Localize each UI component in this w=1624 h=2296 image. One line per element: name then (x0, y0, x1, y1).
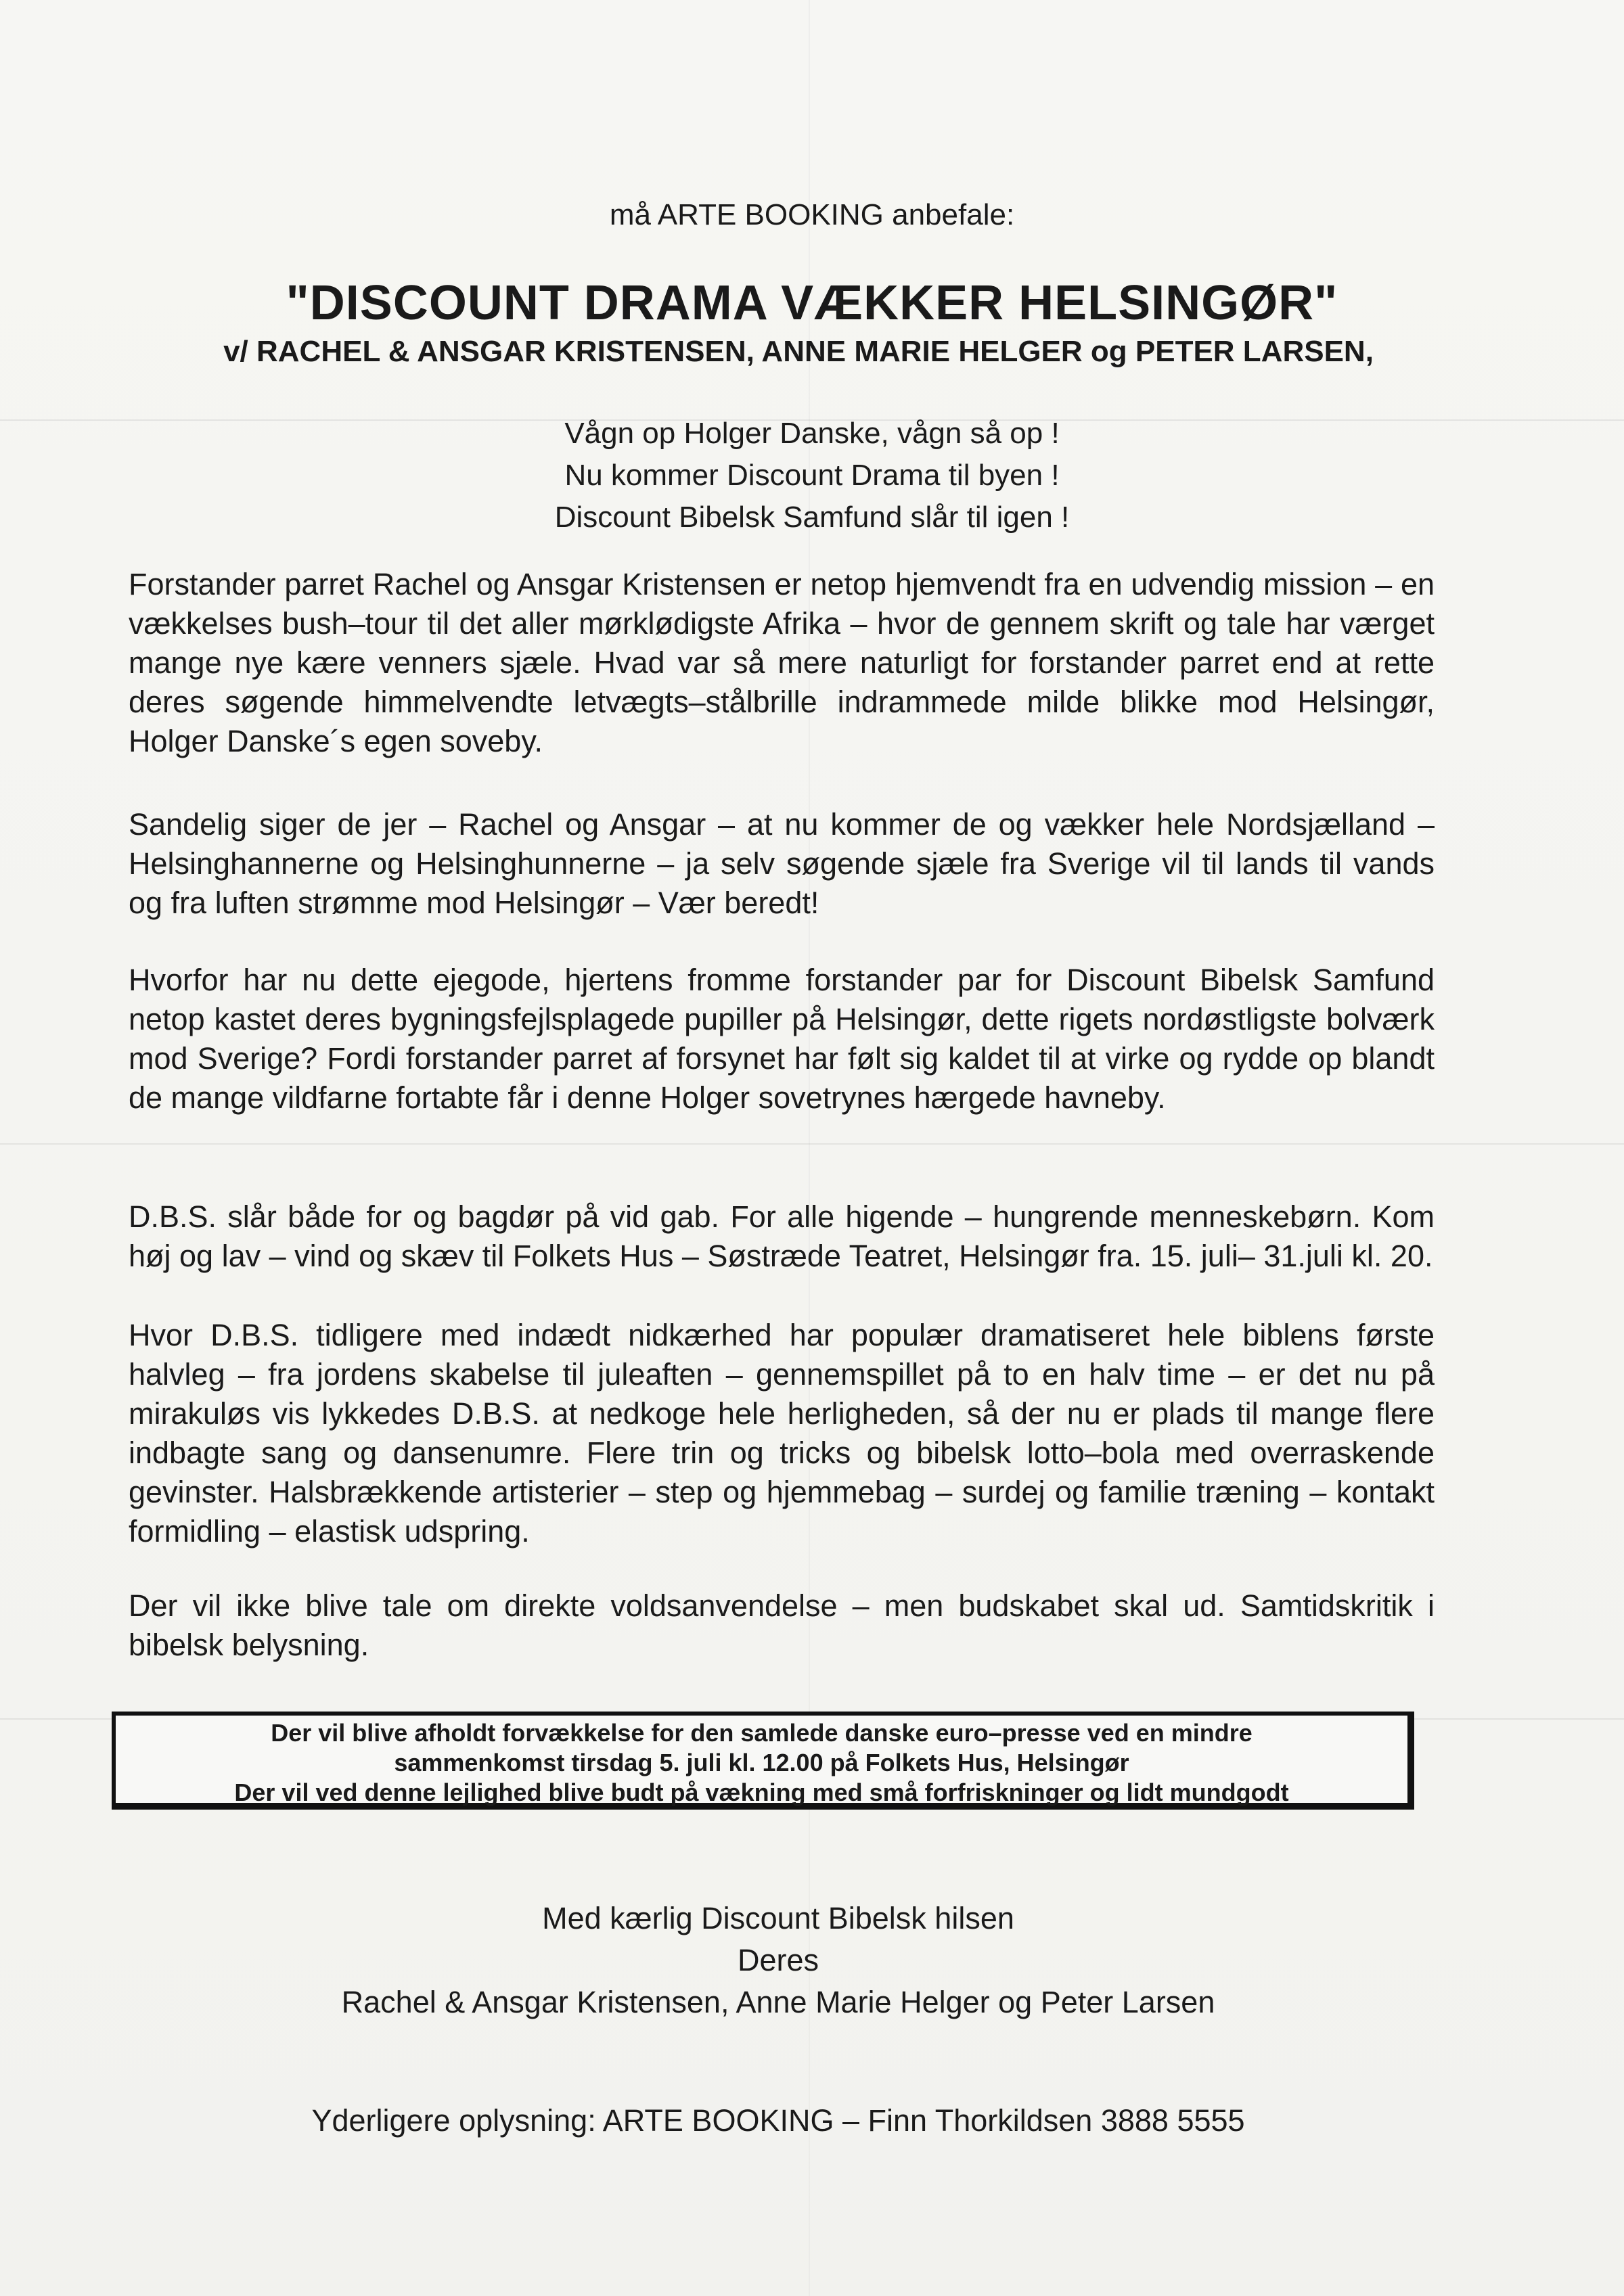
closing-line: Deres (737, 1943, 819, 1977)
intro-line: må ARTE BOOKING anbefale: (609, 198, 1015, 231)
paragraph-program: Hvor D.B.S. tidligere med indædt nidkærhed har populær dramatiseret hele biblens første halvleg – fra jordens skabelse til juleaften – gennemspillet på to en halv time – er det nu på mirakuløs vis lykkedes D.B.S. at nedkoge hele herligheden, så der nu er plads til mange flere indbagte sang og dansenumre. Flere trin og tricks og bibelsk lotto–bola med overraskende gevinster. Halsbrækkende artisterier – step og hjemmebag – surdej og familie træning – kontakt formidling – elastisk udspring. (129, 1318, 1435, 1548)
paragraph-mission: Forstander parret Rachel og Ansgar Kristensen er netop hjemvendt fra en udvendig mission – en vækkelses bush–tour til det aller mørklødigste Afrika – hvor de gennem skrift og tale har værget mange nye kære venners sjæle. Hvad var så mere naturligt for forstander parret end at rette deres søgende himmelvendte letvægts–stålbrille indrammede milde blikke mod Helsingør, Holger Danske´s egen soveby. (129, 567, 1435, 758)
closing-line: Med kærlig Discount Bibelsk hilsen (542, 1901, 1014, 1935)
press-notice-box (112, 1712, 1414, 1810)
headline: "DISCOUNT DRAMA VÆKKER HELSINGØR" (286, 276, 1338, 330)
verse-line: Vågn op Holger Danske, vågn så op ! (564, 417, 1060, 450)
verse-line: Discount Bibelsk Samfund slår til igen ! (554, 501, 1070, 534)
closing-signature (0, 1898, 1556, 2023)
notice-line: sammenkomst tirsdag 5. juli kl. 12.00 på Folkets Hus, Helsingør (394, 1749, 1129, 1776)
paper-fold-line (0, 1143, 1624, 1145)
paragraph-awakening: Sandelig siger de jer – Rachel og Ansgar – at nu kommer de og vækker hele Nordsjælland – Helsinghannerne og Helsinghunnerne – ja selv søgende sjæle fra Sverige vil til lands til vands og fra luften strømme mod Helsingør – Vær beredt! (129, 807, 1435, 920)
byline: v/ RACHEL & ANSGAR KRISTENSEN, ANNE MARIE HELGER og PETER LARSEN, (223, 335, 1374, 368)
notice-line: Der vil ved denne lejlighed blive budt på vækning med små forfriskninger og lidt mundgodt (234, 1778, 1289, 1806)
verse-line: Nu kommer Discount Drama til byen ! (564, 459, 1060, 492)
paragraph-why-helsingor: Hvorfor har nu dette ejegode, hjertens fromme forstander par for Discount Bibelsk Samfund netop kastet deres bygningsfejlsplagede pupiller på Helsingør, dette rigets nordøstligste bolværk mod Sverige? Fordi forstander parret af forsynet har følt sig kaldet til at virke og rydde op blandt de mange vildfarne fortabte får i denne Holger sovetrynes hærgede havneby. (129, 963, 1435, 1115)
paragraph-message: Der vil ikke blive tale om direkte voldsanvendelse – men budskabet skal ud. Samtidskritik i bibelsk belysning. (129, 1588, 1435, 1662)
paragraph-dates: D.B.S. slår både for og bagdør på vid gab. For alle higende – hungrende menneskebørn. Kom høj og lav – vind og skæv til Folkets Hus – Søstræde Teatret, Helsingør fra. 15. juli– 31.juli kl. 20. (129, 1199, 1435, 1273)
verse-block (0, 413, 1624, 538)
notice-line: Der vil blive afholdt forvækkelse for den samlede danske euro–presse ved en mindre (271, 1719, 1253, 1747)
closing-line: Rachel & Ansgar Kristensen, Anne Marie Helger og Peter Larsen (341, 1985, 1215, 2019)
contact-footer: Yderligere oplysning: ARTE BOOKING – Finn Thorkildsen 3888 5555 (311, 2103, 1245, 2138)
